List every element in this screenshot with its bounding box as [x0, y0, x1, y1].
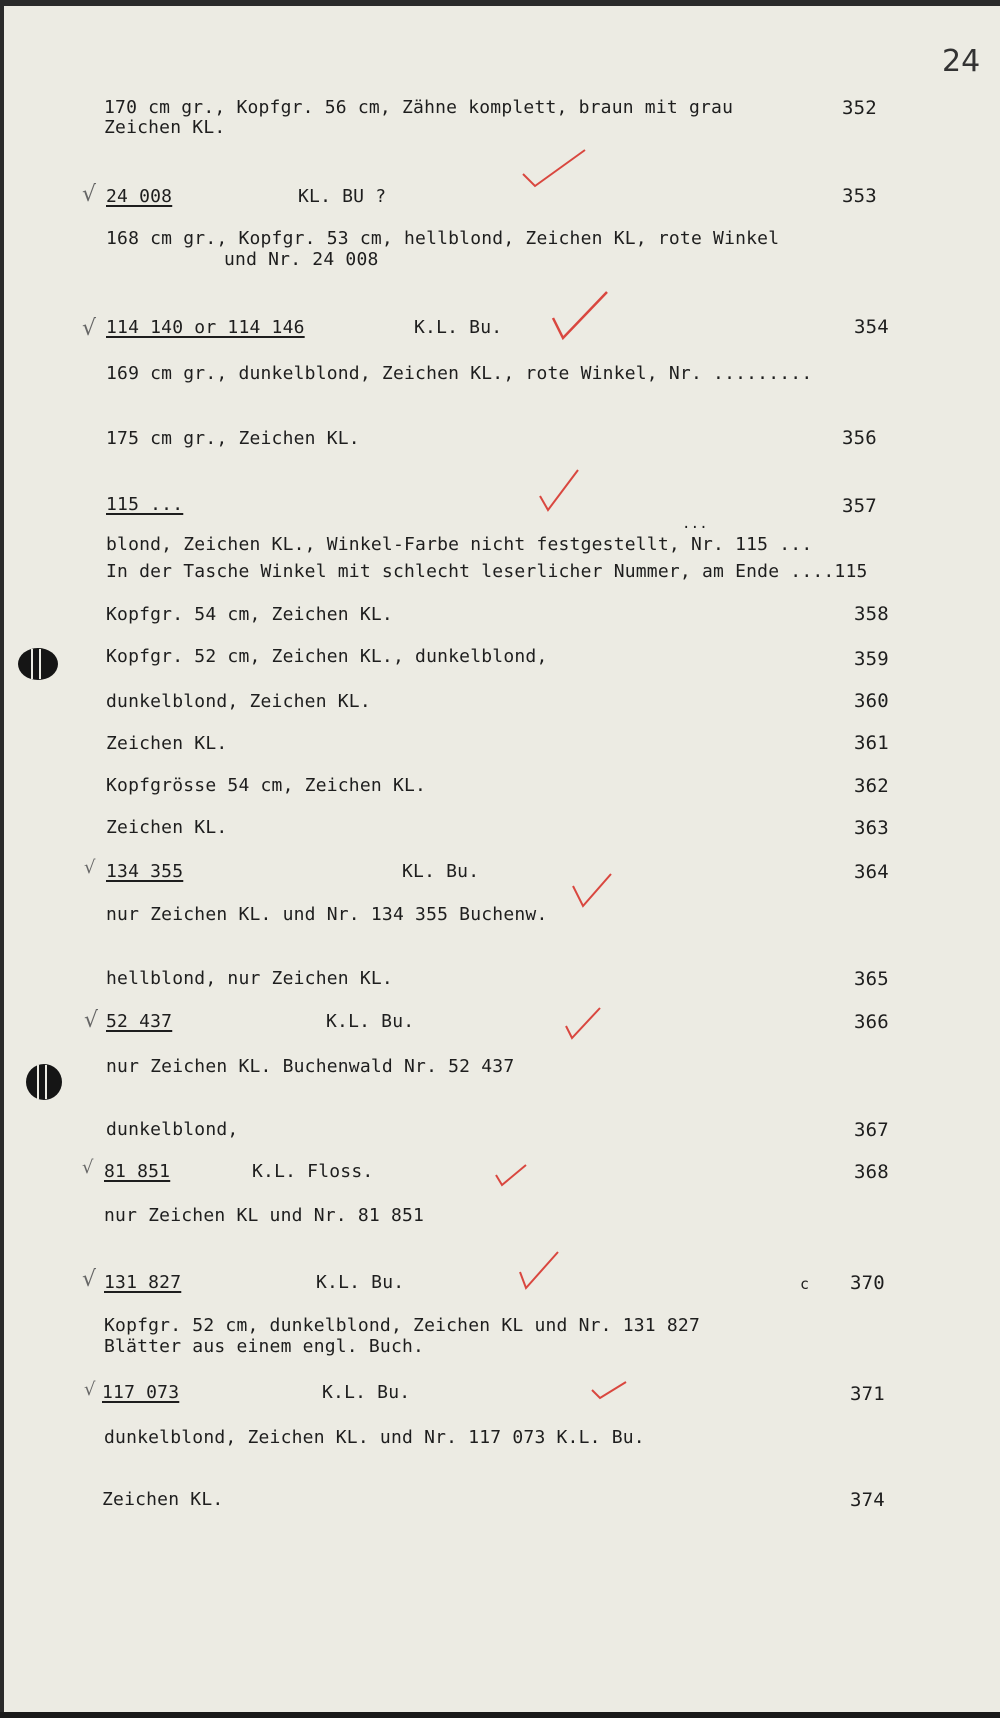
entry-357-number: 357 [842, 495, 877, 517]
entry-374-number: 374 [850, 1489, 885, 1511]
document-page [4, 6, 1000, 1712]
tick-354: √ [82, 316, 97, 341]
entry-362-line1: Kopfgrösse 54 cm, Zeichen KL. [106, 775, 427, 796]
entry-370-detail1: Kopfgr. 52 cm, dunkelblond, Zeichen KL und Nr. 131 827 [104, 1315, 700, 1336]
tick-368: √ [82, 1157, 94, 1178]
entry-353-id: 24 008 [106, 186, 173, 207]
check-mark-371 [588, 1378, 628, 1402]
entry-371-id: 117 073 [102, 1382, 180, 1403]
entry-361-number: 361 [854, 732, 889, 754]
entry-363-line1: Zeichen KL. [106, 817, 228, 838]
entry-357-detail2: In der Tasche Winkel mit schlecht leserlicher Nummer, am Ende ....115 [106, 561, 868, 582]
entry-370-number: 370 [850, 1272, 885, 1294]
scan-border-bottom [0, 1712, 1000, 1718]
check-mark-368 [492, 1161, 528, 1189]
entry-359-line1: Kopfgr. 52 cm, Zeichen KL., dunkelblond, [106, 646, 548, 667]
check-mark-354 [549, 288, 609, 343]
entry-368-number: 368 [854, 1161, 889, 1183]
entry-359-number: 359 [854, 648, 889, 670]
tick-371: √ [84, 1379, 96, 1400]
entry-370-id: 131 827 [104, 1272, 182, 1293]
entry-371-camp: K.L. Bu. [322, 1382, 411, 1403]
check-mark-357 [536, 466, 581, 514]
entry-367-number: 367 [854, 1119, 889, 1141]
entry-354-camp: K.L. Bu. [414, 317, 503, 338]
entry-363-number: 363 [854, 817, 889, 839]
entry-357-id: 115 ... [106, 494, 184, 515]
entry-370-camp: K.L. Bu. [316, 1272, 405, 1293]
entry-366-camp: K.L. Bu. [326, 1011, 415, 1032]
entry-364-camp: KL. Bu. [402, 861, 480, 882]
entry-358-line1: Kopfgr. 54 cm, Zeichen KL. [106, 604, 393, 625]
check-mark-370 [516, 1248, 561, 1293]
entry-353-camp: KL. BU ? [298, 186, 387, 207]
entry-352-line2: Zeichen KL. [104, 117, 226, 138]
entry-360-line1: dunkelblond, Zeichen KL. [106, 691, 371, 712]
tick-370: √ [82, 1267, 97, 1292]
tick-353: √ [82, 182, 97, 207]
entry-358-number: 358 [854, 603, 889, 625]
entry-352-line1: 170 cm gr., Kopfgr. 56 cm, Zähne komplett, braun mit grau [104, 97, 734, 118]
entry-361-line1: Zeichen KL. [106, 733, 228, 754]
entry-354-id: 114 140 or 114 146 [106, 317, 305, 338]
entry-366-id: 52 437 [106, 1011, 173, 1032]
entry-366-number: 366 [854, 1011, 889, 1033]
entry-374-line1: Zeichen KL. [102, 1489, 224, 1510]
tick-364: √ [84, 857, 96, 878]
entry-356-line1: 175 cm gr., Zeichen KL. [106, 428, 360, 449]
entry-365-number: 365 [854, 968, 889, 990]
entry-365-line1: hellblond, nur Zeichen KL. [106, 968, 393, 989]
entry-364-detail1: nur Zeichen KL. und Nr. 134 355 Buchenw. [106, 904, 548, 925]
punch-hole-bottom [22, 1062, 68, 1102]
entry-353-number: 353 [842, 185, 877, 207]
entry-370-detail2: Blätter aus einem engl. Buch. [104, 1336, 425, 1357]
entry-356-number: 356 [842, 427, 877, 449]
check-mark-353 [519, 146, 589, 191]
entry-364-id: 134 355 [106, 861, 184, 882]
entry-367-line1: dunkelblond, [106, 1119, 239, 1140]
entry-360-number: 360 [854, 690, 889, 712]
entry-368-camp: K.L. Floss. [252, 1161, 374, 1182]
entry-364-number: 364 [854, 861, 889, 883]
entry-371-number: 371 [850, 1383, 885, 1405]
entry-352-number: 352 [842, 97, 877, 119]
entry-371-detail1: dunkelblond, Zeichen KL. und Nr. 117 073 K.L. Bu. [104, 1427, 645, 1448]
entry-370-mark: c [800, 1275, 810, 1293]
punch-hole-top [14, 646, 62, 682]
entry-368-detail1: nur Zeichen KL und Nr. 81 851 [104, 1205, 425, 1226]
check-mark-366 [562, 1004, 602, 1042]
tick-366: √ [84, 1008, 99, 1033]
page-number: 24 [942, 44, 981, 79]
entry-366-detail1: nur Zeichen KL. Buchenwald Nr. 52 437 [106, 1056, 515, 1077]
entry-353-detail1: 168 cm gr., Kopfgr. 53 cm, hellblond, Zeichen KL, rote Winkel [106, 228, 780, 249]
entry-362-number: 362 [854, 775, 889, 797]
entry-354-number: 354 [854, 316, 889, 338]
entry-353-detail2: und Nr. 24 008 [224, 249, 379, 270]
entry-357-detail1: blond, Zeichen KL., Winkel-Farbe nicht festgestellt, Nr. 115 ... [106, 534, 813, 555]
check-mark-364 [569, 870, 614, 910]
entry-357-dots: ... [682, 516, 708, 532]
entry-354-detail1: 169 cm gr., dunkelblond, Zeichen KL., rote Winkel, Nr. ......... [106, 363, 813, 384]
entry-368-id: 81 851 [104, 1161, 171, 1182]
